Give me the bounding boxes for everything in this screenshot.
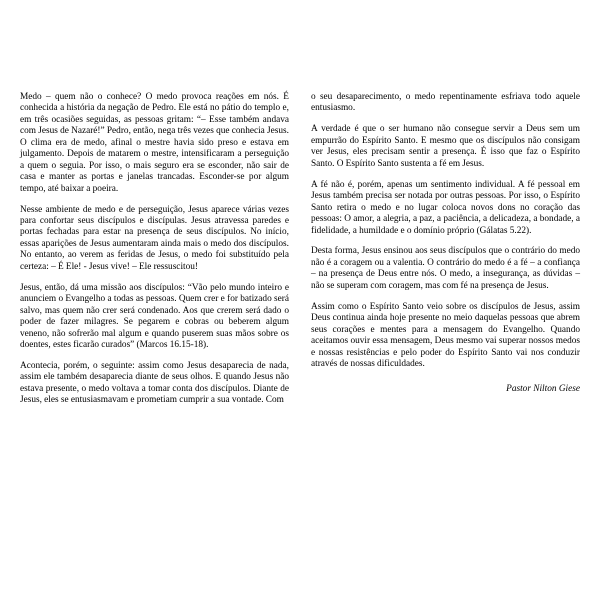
paragraph: Desta forma, Jesus ensinou aos seus discípulos que o contrário do medo não é a coragem ou a valentia. O contrário do medo é a fé – a confiança – na presença de Deus entre nós. O medo, a insegurança, as dúvidas – não se superam com coragem, mas com fé na presença de Jesus.: [311, 246, 580, 291]
paragraph: o seu desaparecimento, o medo repentinamente esfriava todo aquele entusiasmo.: [311, 92, 580, 114]
author-signature: Pastor Nilton Giese: [506, 383, 580, 394]
two-column-text-body: [20, 92, 580, 407]
left-column: [20, 92, 289, 407]
paragraph: Acontecia, porém, o seguinte: assim como Jesus desaparecia de nada, assim ele também desaparecia diante de seus olhos. E quando Jesus não estava presente, o medo voltava a tomar conta dos discípulos. Diante de Jesus, eles se entusiasmavam e prometiam cumprir a sua vontade. Com: [20, 361, 289, 406]
paragraph: A fé não é, porém, apenas um sentimento individual. A fé pessoal em Jesus também precisa ser notada por outras pessoas. Por isso, o Espírito Santo retira o medo e no lugar coloca novos dons no coração das pessoas: O amor, a alegria, a paz, a paciência, a delicadeza, a bondade, a fidelidade, a humildade e o domínio próprio (Gálatas 5.22).: [311, 179, 580, 236]
paragraph: Nesse ambiente de medo e de perseguição, Jesus aparece várias vezes para confortar seus discípulos e discípulas. Jesus atravessa paredes e portas fechadas para estar na presença de seus discípulos. No início, essas aparições de Jesus aumentaram ainda mais o medo dos discípulos. No entanto, ao verem as feridas de Jesus, o medo foi substituído pela certeza: – É Ele! - Jesus vive! – Ele ressuscitou!: [20, 204, 289, 272]
paragraph: A verdade é que o ser humano não consegue servir a Deus sem um empurrão do Espírito Santo. E mesmo que os discípulos não consigam ver Jesus, eles precisam sentir a presença. É isso que faz o Espírito Santo. O Espírito Santo sustenta a fé em Jesus.: [311, 124, 580, 169]
paragraph: Medo – quem não o conhece? O medo provoca reações em nós. É conhecida a história da negação de Pedro. Ele está no pátio do templo e, em três ocasiões seguidas, as pessoas gritam: “– Esse também andava com Jesus de Nazaré!” Pedro, então, nega três vezes que conhecia Jesus. O clima era de medo, afinal o mestre havia sido preso e estava em julgamento. Depois de matarem o mestre, intensificaram a perseguição a quem o seguia. Por isso, o mais seguro era se esconder, não sair de casa e manter as portas e janelas trancadas. Esconder-se por algum tempo, até baixar a poeira.: [20, 92, 289, 194]
right-column: [311, 92, 580, 407]
paragraph: Assim como o Espírito Santo veio sobre os discípulos de Jesus, assim Deus continua ainda hoje presente no meio daquelas pessoas que abrem seus corações e mentes para a mensagem do Evangelho. Quando aceitamos ouvir essa mensagem, Deus mesmo vai superar nossos medos e nossas resistências e pelo poder do Espírito Santo vai nos conduzir através de nossas dificuldades.: [311, 301, 580, 370]
paragraph: Jesus, então, dá uma missão aos discípulos: “Vão pelo mundo inteiro e anunciem o Evangelho a todas as pessoas. Quem crer e for batizado será salvo, mas quem não crer será condenado. Aos que crerem será dado o poder de fazer milagres. Se pegarem e cobras ou beberem algum veneno, não sofrerão mal algum e quando puserem suas mãos sobre os doentes, estes ficarão curados” (Marcos 16.15-18).: [20, 282, 289, 351]
